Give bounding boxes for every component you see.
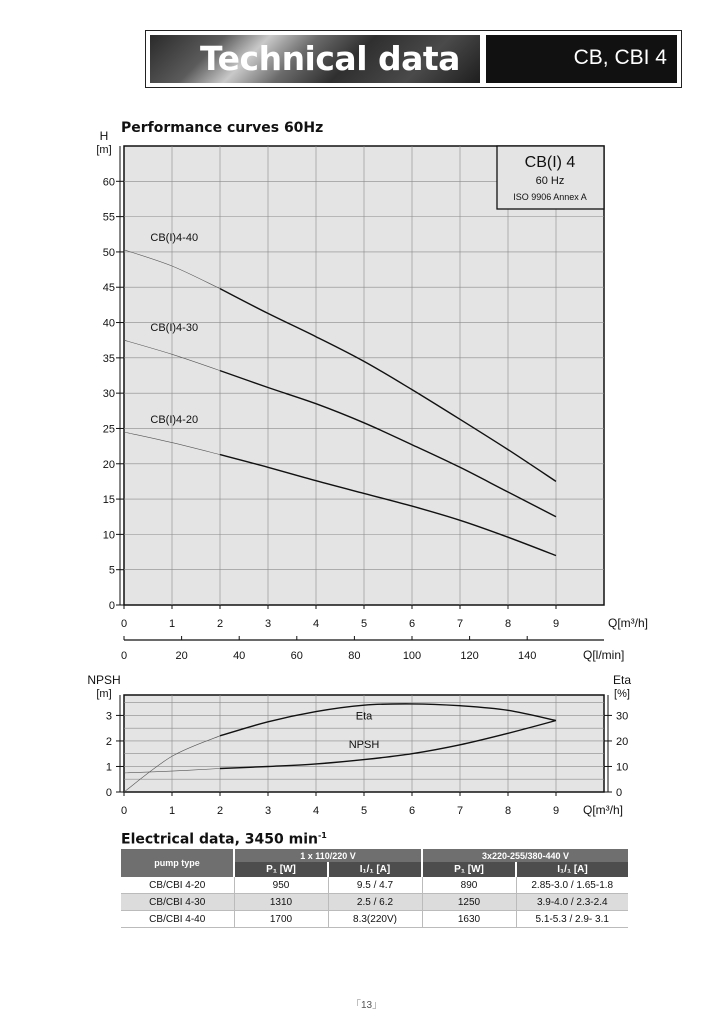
x-tick-label: 7 xyxy=(456,618,464,630)
x-tick-label: 4 xyxy=(312,805,320,817)
page-number-value: 13 xyxy=(361,1000,373,1011)
electrical-table xyxy=(121,849,628,928)
x-tick-label: 5 xyxy=(360,805,368,817)
x-tick-label: 3 xyxy=(264,805,272,817)
x-tick-label: 0 xyxy=(120,618,128,630)
current-cell: 9.5 / 4.7 xyxy=(328,877,422,894)
x-tick-label: 6 xyxy=(408,805,416,817)
y-axis-unit: [m] xyxy=(96,144,112,156)
secondary-x-tick-label: 100 xyxy=(402,650,422,662)
p1-cell: 1250 xyxy=(422,894,516,911)
current-cell: 5.1-5.3 / 2.9- 3.1 xyxy=(516,911,628,928)
eta-axis-unit: [%] xyxy=(614,688,630,700)
npsh-label: NPSH xyxy=(348,739,380,752)
x-tick-label: 3 xyxy=(264,618,272,630)
npsh-axis-unit: [m] xyxy=(96,688,112,700)
performance-title: Performance curves 60Hz xyxy=(121,120,324,136)
secondary-x-tick-label: 60 xyxy=(290,650,303,662)
x-tick-label: 6 xyxy=(408,618,416,630)
right-tick-label: 30 xyxy=(616,710,629,723)
x-axis-label-2: Q[m³/h] xyxy=(583,803,624,817)
header-title-bar xyxy=(150,35,480,83)
voltage-group-2: 3x220-255/380-440 V xyxy=(422,849,628,862)
y-tick-label: 45 xyxy=(102,282,115,295)
right-tick-label: 20 xyxy=(616,735,629,748)
legend-standard: ISO 9906 Annex A xyxy=(513,192,587,202)
p1-cell: 890 xyxy=(422,877,516,894)
electrical-title-text: Electrical data, 3450 min xyxy=(121,831,318,848)
y-tick-label: 60 xyxy=(102,176,115,189)
pump-type-header: pump type xyxy=(121,849,234,877)
p1-cell: 1630 xyxy=(422,911,516,928)
x-tick-label: 5 xyxy=(360,618,368,630)
i-header-a: I₁/₁ [A] xyxy=(328,862,422,877)
secondary-x-tick-label: 120 xyxy=(460,650,479,662)
legend-frequency: 60 Hz xyxy=(535,175,565,187)
y-tick-label: 20 xyxy=(102,458,115,471)
p1-cell: 950 xyxy=(234,877,328,894)
p1-cell: 1700 xyxy=(234,911,328,928)
header-title: Technical data xyxy=(200,39,460,78)
left-tick-label: 3 xyxy=(105,710,112,723)
table-row xyxy=(121,911,628,928)
electrical-title-sup: -1 xyxy=(317,831,327,840)
page-header xyxy=(145,30,682,88)
current-cell: 3.9-4.0 / 2.3-2.4 xyxy=(516,894,628,911)
i-header-b: I₁/₁ [A] xyxy=(516,862,628,877)
x-tick-label: 4 xyxy=(312,618,320,630)
x-tick-label: 2 xyxy=(216,618,224,630)
p1-cell: 1310 xyxy=(234,894,328,911)
series-label: CB(I)4-20 xyxy=(150,413,199,426)
secondary-x-tick-label: 80 xyxy=(348,650,361,662)
x-tick-label: 7 xyxy=(456,805,464,817)
p1-header-b: P₁ [W] xyxy=(422,862,516,877)
x-axis-label: Q[m³/h] xyxy=(608,616,649,630)
current-cell: 2.5 / 6.2 xyxy=(328,894,422,911)
secondary-x-tick-label: 40 xyxy=(233,650,246,662)
x-tick-label: 0 xyxy=(120,805,128,817)
y-tick-label: 25 xyxy=(102,423,115,436)
secondary-x-axis-label: Q[l/min] xyxy=(583,648,625,662)
npsh-axis-label: NPSH xyxy=(87,673,121,687)
y-tick-label: 55 xyxy=(102,211,115,224)
legend-model: CB(I) 4 xyxy=(524,154,576,171)
y-tick-label: 35 xyxy=(102,352,115,365)
series-label: CB(I)4-40 xyxy=(150,231,199,244)
secondary-x-tick-label: 140 xyxy=(518,650,537,662)
y-tick-label: 30 xyxy=(102,388,115,401)
series-label: CB(I)4-30 xyxy=(150,322,199,335)
y-tick-label: 10 xyxy=(102,529,115,542)
left-tick-label: 1 xyxy=(105,761,112,774)
x-tick-label: 9 xyxy=(552,805,560,817)
secondary-x-tick-label: 20 xyxy=(175,650,188,662)
y-tick-label: 40 xyxy=(102,317,115,330)
y-tick-label: 5 xyxy=(108,564,115,577)
table-row xyxy=(121,894,628,911)
right-tick-label: 0 xyxy=(616,787,623,799)
voltage-group-1: 1 x 110/220 V xyxy=(234,849,422,862)
header-model: CB, CBI 4 xyxy=(573,46,667,69)
pump-type-cell: CB/CBI 4-30 xyxy=(121,894,234,911)
x-tick-label: 8 xyxy=(504,618,512,630)
right-tick-label: 10 xyxy=(616,761,629,774)
eta-label: Eta xyxy=(355,710,373,723)
header-model-bar xyxy=(486,35,677,83)
p1-header-a: P₁ [W] xyxy=(234,862,328,877)
x-tick-label: 9 xyxy=(552,618,560,630)
current-cell: 8.3(220V) xyxy=(328,911,422,928)
secondary-x-tick-label: 0 xyxy=(120,650,128,662)
electrical-title xyxy=(121,831,327,848)
x-tick-label: 2 xyxy=(216,805,224,817)
x-tick-label: 1 xyxy=(168,618,176,630)
y-tick-label: 50 xyxy=(102,246,115,259)
y-axis-label: H xyxy=(99,129,109,143)
eta-axis-label: Eta xyxy=(612,673,632,687)
left-tick-label: 2 xyxy=(105,735,112,748)
y-tick-label: 0 xyxy=(108,600,115,612)
pump-type-cell: CB/CBI 4-40 xyxy=(121,911,234,928)
x-tick-label: 8 xyxy=(504,805,512,817)
x-tick-label: 1 xyxy=(168,805,176,817)
table-row xyxy=(121,877,628,894)
page-number: 「13」 xyxy=(351,1000,383,1011)
performance-chart xyxy=(0,120,724,820)
current-cell: 2.85-3.0 / 1.65-1.8 xyxy=(516,877,628,894)
electrical-group-header xyxy=(121,849,628,862)
y-tick-label: 15 xyxy=(102,494,115,507)
pump-type-cell: CB/CBI 4-20 xyxy=(121,877,234,894)
left-tick-label: 0 xyxy=(105,787,112,799)
